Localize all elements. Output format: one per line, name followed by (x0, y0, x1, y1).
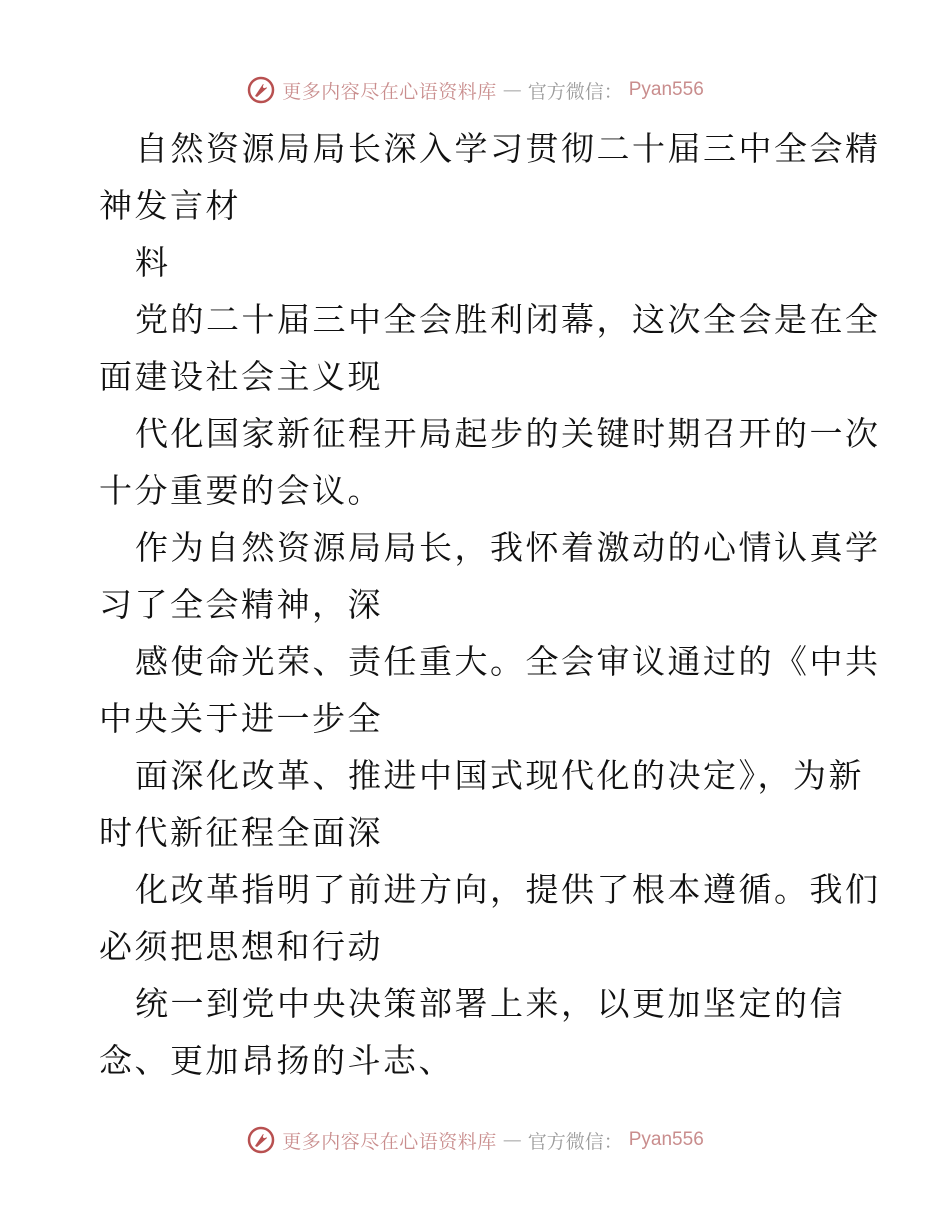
text-line: 党的二十届三中全会胜利闭幕，这次全会是在全 (135, 300, 881, 339)
pen-nib-circle-icon (246, 1125, 276, 1155)
text-line: 中央关于进一步全 (99, 699, 383, 738)
text-line: 念、更加昂扬的斗志、 (99, 1041, 454, 1080)
text-line: 习了全会精神，深 (99, 585, 383, 624)
footer-watermark (0, 1120, 950, 1160)
watermark-official-label: 官方微信： (527, 80, 623, 103)
text-line: 化改革指明了前进方向，提供了根本遵循。我们 (135, 870, 881, 909)
text-line: 感使命光荣、责任重大。全会审议通过的《中共 (135, 642, 881, 681)
text-line: 神发言材 (99, 186, 241, 225)
watermark-site-text: 更多内容尽在心语资料库 (282, 80, 497, 103)
watermark-site-text: 更多内容尽在心语资料库 (282, 1130, 497, 1153)
text-line: 自然资源局局长深入学习贯彻二十届三中全会精 (135, 129, 881, 168)
text-line: 代化国家新征程开局起步的关键时期召开的一次 (135, 414, 881, 453)
header-watermark (0, 70, 950, 110)
text-line: 面深化改革、推进中国式现代化的决定》，为新 (135, 756, 864, 795)
watermark-dash: — (502, 79, 522, 101)
pen-nib-circle-icon (246, 75, 276, 105)
watermark-official-label: 官方微信： (527, 1130, 623, 1153)
text-line: 时代新征程全面深 (99, 813, 383, 852)
text-line: 作为自然资源局局长，我怀着激动的心情认真学 (135, 528, 881, 567)
watermark-wechat-id: Pyan556 (628, 79, 704, 100)
text-line: 十分重要的会议。 (99, 471, 383, 510)
watermark-wechat-id: Pyan556 (628, 1129, 704, 1150)
text-line: 必须把思想和行动 (99, 927, 383, 966)
document-body (99, 120, 881, 1089)
text-line: 面建设社会主义现 (99, 357, 383, 396)
watermark-dash: — (502, 1129, 522, 1151)
text-line: 统一到党中央决策部署上来，以更加坚定的信 (135, 984, 845, 1023)
text-line: 料 (135, 243, 171, 282)
